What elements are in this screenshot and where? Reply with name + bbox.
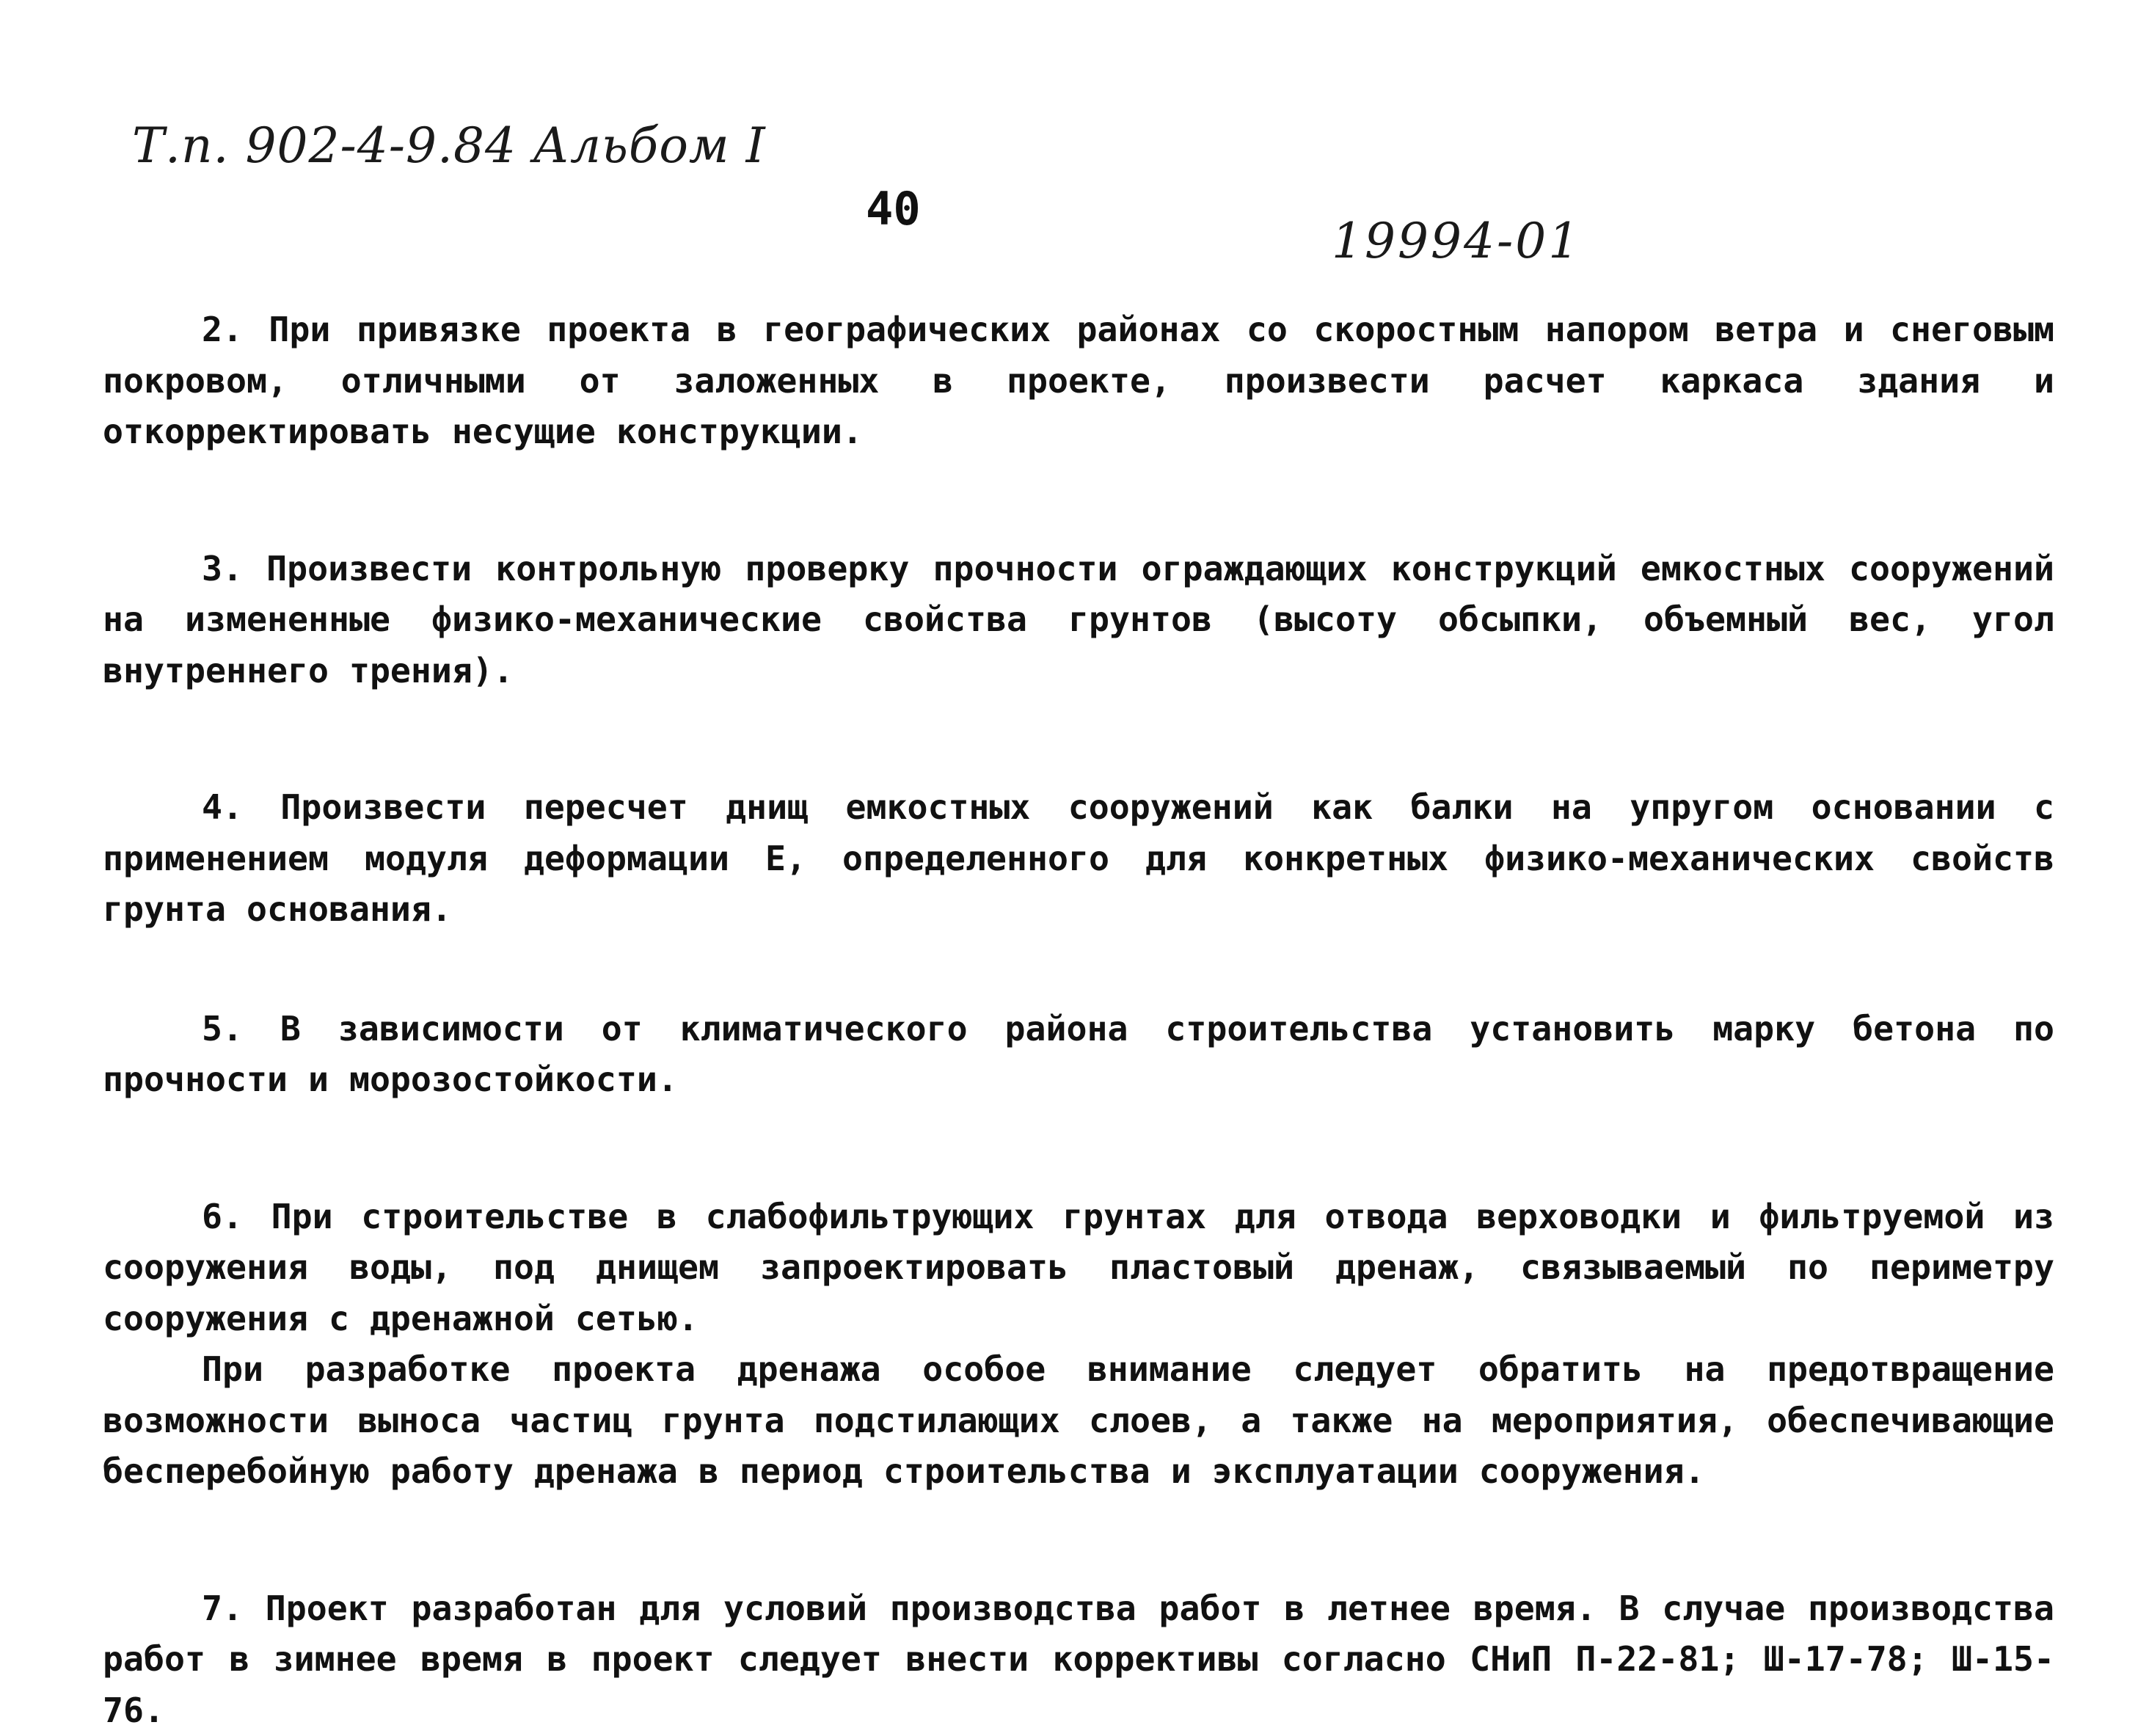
paragraph-item-6: 6. При строительстве в слабофильтрующих грунтах для отвода верховодки и фильтруемой из сооружения воды, под днищем запроектировать пластовый дренаж, связываемый по периметру сооружения с дренажной сетью.	[103, 1192, 2054, 1345]
paragraph-item-3: 3. Произвести контрольную проверку прочности ограждающих конструкций емкостных сооружений на измененные физико-механические свойства грунтов (высоту обсыпки, объемный вес, угол внутреннего трения).	[103, 544, 2054, 697]
handwritten-doc-number: 19994-01	[1332, 213, 1581, 269]
paragraph-item-4: 4. Произвести пересчет днищ емкостных сооружений как балки на упругом основании с применением модуля деформации Е, определенного для конкретных физико-механических свойств грунта основания.	[103, 782, 2054, 936]
page-number: 40	[866, 182, 921, 236]
document-body	[103, 304, 2054, 1736]
paragraph-item-6-continued: При разработке проекта дренажа особое внимание следует обратить на предотвращение возможности выноса частиц грунта подстилающих слоев, а также на мероприятия, обеспечивающие бесперебойную работу дренажа в период строительства и эксплуатации сооружения.	[103, 1344, 2054, 1498]
paragraph-item-2: 2. При привязке проекта в географических районах со скоростным напором ветра и снеговым покровом, отличными от заложенных в проекте, произвести расчет каркаса здания и откорректировать несущие конструкции.	[103, 304, 2054, 458]
paragraph-item-5: 5. В зависимости от климатического района строительства установить марку бетона по прочности и морозостойкости.	[103, 1004, 2054, 1106]
paragraph-item-7: 7. Проект разработан для условий производства работ в летнее время. В случае производства работ в зимнее время в проект следует внести коррективы согласно СНиП П-22-81; Ш-17-78; Ш-15-76.	[103, 1583, 2054, 1736]
handwritten-doc-reference: Т.п. 902-4-9.84 Альбом I	[132, 117, 766, 174]
